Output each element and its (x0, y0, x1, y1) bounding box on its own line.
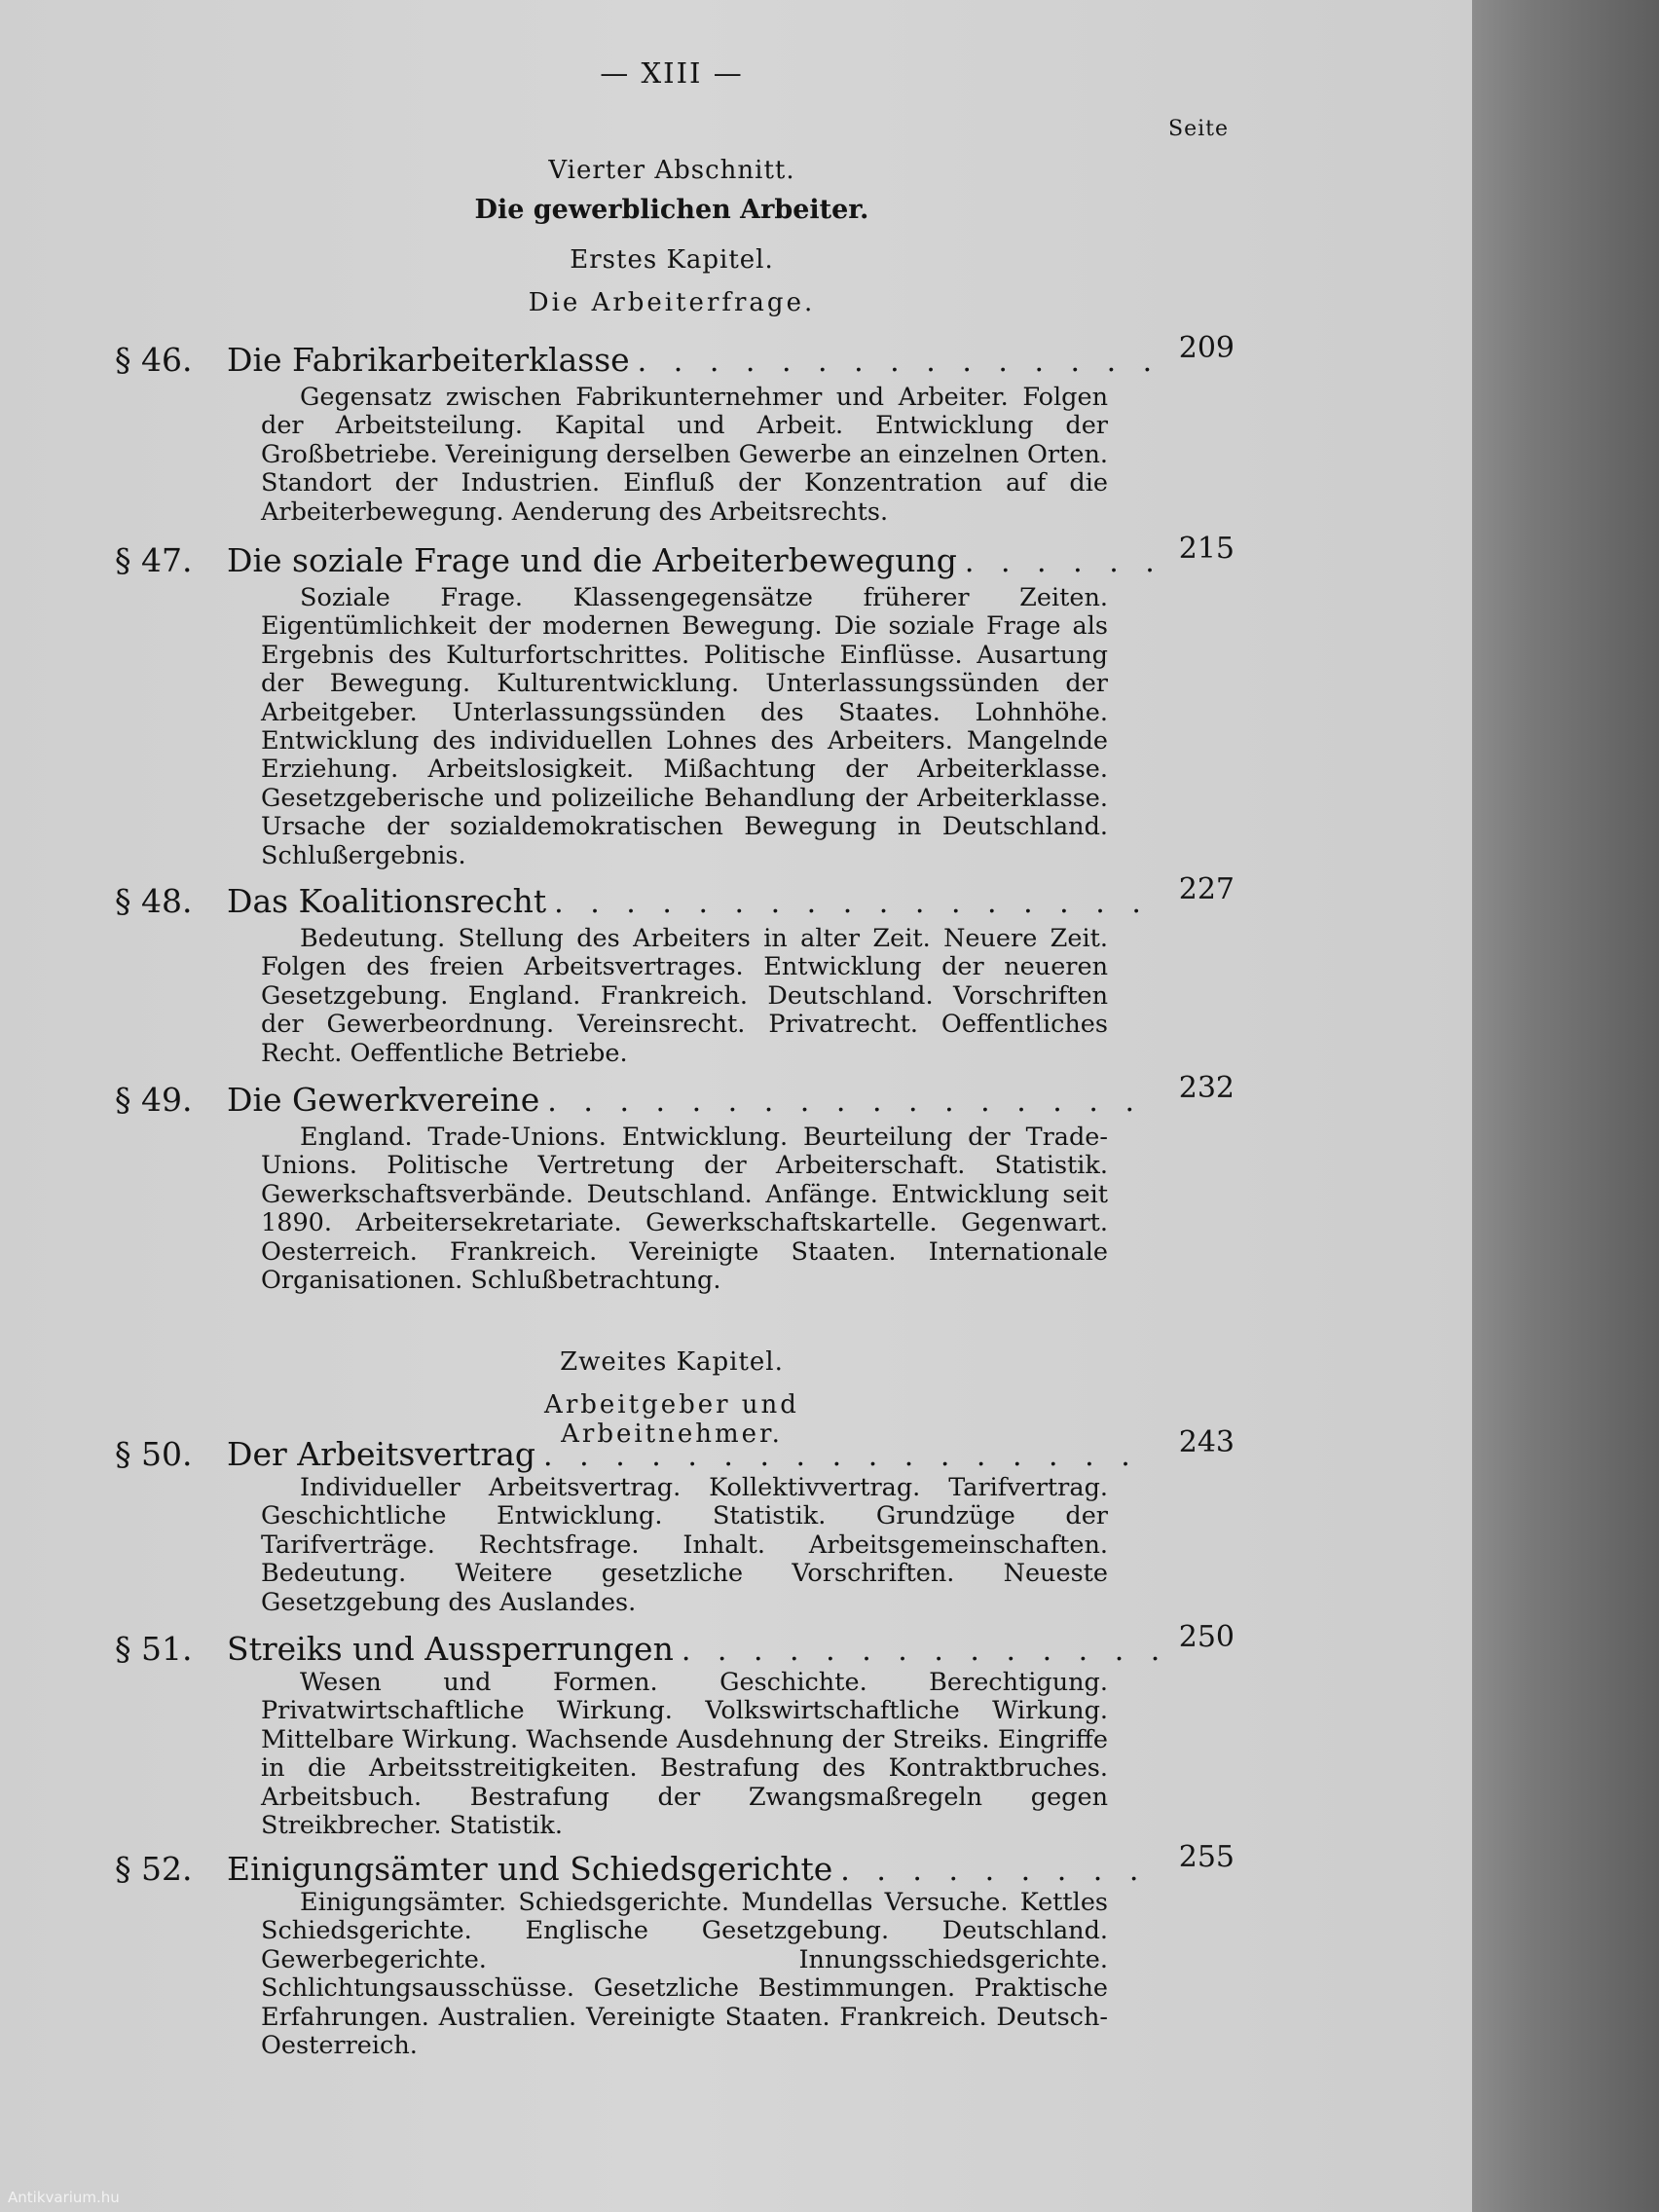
dot-leader (554, 886, 1159, 920)
toc-entry-heading (115, 1840, 1235, 1893)
entry-title: Die Fabrikarbeiterklasse (227, 341, 630, 379)
entry-description: England. Trade-Unions. Entwicklung. Beurteilung der Trade-Unions. Politische Vertretung der Arbeiterschaft. Statistik. Gewerkschaftsverbände. Deutschland. Anfänge. Entwicklung seit 1890. Arbeitersekretariate. Gewerkschaftskartelle. Gegenwart. Oesterreich. Frankreich. Vereinigte Staaten. Internationale Organisationen. Schlußbetrachtung. (261, 1123, 1108, 1296)
toc-entry (115, 532, 1235, 870)
entry-description: Soziale Frage. Klassengegensätze früherer Zeiten. Eigentümlichkeit der modernen Bewegung. Die soziale Frage als Ergebnis des Kulturfortschrittes. Politische Einflüsse. Ausartung der Bewegung. Kulturentwicklung. Unterlassungssünden der Arbeitgeber. Unterlassungssünden des Staates. Lohnhöhe. Entwicklung des individuellen Lohnes des Arbeiters. Mangelnde Erziehung. Arbeitslosigkeit. Mißachtung der Arbeiterklasse. Gesetzgeberische und polizeiliche Behandlung der Arbeiterklasse. Ursache der sozialdemokratischen Bewegung in Deutschland. Schlußergebnis. (261, 583, 1108, 870)
toc-entry (115, 331, 1235, 527)
page-ref: 215 (1178, 532, 1235, 566)
section-title: Die gewerblichen Arbeiter. (474, 195, 869, 225)
page-ref: 250 (1178, 1620, 1235, 1654)
dot-leader (547, 1085, 1159, 1119)
section-label: Vierter Abschnitt. (548, 156, 795, 185)
section-number: § 46. (115, 341, 193, 379)
dot-leader (543, 1439, 1159, 1473)
entry-description: Wesen und Formen. Geschichte. Berechtigung. Privatwirtschaftliche Wirkung. Volkswirtschaftliche Wirkung. Mittelbare Wirkung. Wachsende Ausdehnung der Streiks. Eingriffe in die Arbeitsstreitigkeiten. Bestrafung des Kontraktbruches. Arbeitsbuch. Bestrafung der Zwangsmaßregeln gegen Streikbrecher. Statistik. (261, 1668, 1108, 1841)
page-edge-shadow (1472, 0, 1659, 2212)
dot-leader (638, 345, 1159, 379)
toc-entry (115, 1840, 1235, 2061)
toc-entry-heading (115, 532, 1235, 584)
entry-description: Bedeutung. Stellung des Arbeiters in alter Zeit. Neuere Zeit. Folgen des freien Arbeitsvertrages. Entwicklung der neueren Gesetzgebung. England. Frankreich. Deutschland. Vorschriften der Gewerbeordnung. Vereinsrecht. Privatrecht. Oeffentliches Recht. Oeffentliche Betriebe. (261, 924, 1108, 1068)
toc-entry-heading (115, 1620, 1235, 1673)
entry-description: Individueller Arbeitsvertrag. Kollektivvertrag. Tarifvertrag. Geschichtliche Entwicklung. Statistik. Grundzüge der Tarifverträge. Rechtsfrage. Inhalt. Arbeitsgemeinschaften. Bedeutung. Weitere gesetzliche Vorschriften. Neueste Gesetzgebung des Auslandes. (261, 1473, 1108, 1617)
toc-entry-heading (115, 1071, 1235, 1124)
toc-entry-heading (115, 1425, 1235, 1478)
toc-entry (115, 1071, 1235, 1296)
entry-description: Einigungsämter. Schiedsgerichte. Mundellas Versuche. Kettles Schiedsgerichte. Englische Gesetzgebung. Deutschland. Gewerbegerichte. Innungsschiedsgerichte. Schlichtungsausschüsse. Gesetzliche Bestimmungen. Praktische Erfahrungen. Australien. Vereinigte Staaten. Frankreich. Deutsch-Oesterreich. (261, 1888, 1108, 2061)
toc-entry-heading (115, 872, 1235, 925)
page-ref: 227 (1178, 872, 1235, 906)
dot-leader (840, 1854, 1159, 1888)
watermark: Antikvarium.hu (8, 2189, 120, 2206)
entry-title: Der Arbeitsvertrag (227, 1435, 536, 1473)
chapter-label: Erstes Kapitel. (570, 245, 774, 275)
chapter-title: Arbeitgeber und Arbeitnehmer. (544, 1390, 799, 1449)
entry-title: Die Gewerkvereine (227, 1081, 540, 1119)
page-ref: 255 (1178, 1840, 1235, 1874)
section-number: § 48. (115, 882, 193, 920)
page-ref: 243 (1178, 1425, 1235, 1459)
section-number: § 49. (115, 1081, 193, 1119)
dot-leader (682, 1634, 1159, 1668)
dot-leader (965, 545, 1159, 579)
entry-title: Streiks und Aussperrungen (227, 1630, 674, 1668)
toc-entry (115, 1620, 1235, 1841)
entry-title: Die soziale Frage und die Arbeiterbewegung (227, 541, 957, 579)
chapter-label: Zweites Kapitel. (560, 1347, 784, 1377)
toc-entry (115, 872, 1235, 1068)
entry-title: Einigungsämter und Schiedsgerichte (227, 1850, 833, 1888)
entry-title: Das Koalitionsrecht (227, 882, 547, 920)
section-number: § 50. (115, 1435, 193, 1473)
entry-description: Gegensatz zwischen Fabrikunternehmer und Arbeiter. Folgen der Arbeitsteilung. Kapital und Arbeit. Entwicklung der Großbetriebe. Vereinigung derselben Gewerbe an einzelnen Orten. Standort der Industrien. Einfluß der Konzentration auf die Arbeiterbewegung. Aenderung des Arbeitsrechts. (261, 383, 1108, 527)
page-ref: 232 (1178, 1071, 1235, 1105)
toc-entry-heading (115, 331, 1235, 384)
toc-entry (115, 1425, 1235, 1617)
section-number: § 47. (115, 541, 193, 579)
chapter-title: Die Arbeiterfrage. (528, 288, 816, 317)
section-number: § 51. (115, 1630, 193, 1668)
page-column-label: Seite (1168, 117, 1229, 141)
section-number: § 52. (115, 1850, 193, 1888)
page-number: — XIII — (600, 56, 744, 90)
page-ref: 209 (1178, 331, 1235, 365)
